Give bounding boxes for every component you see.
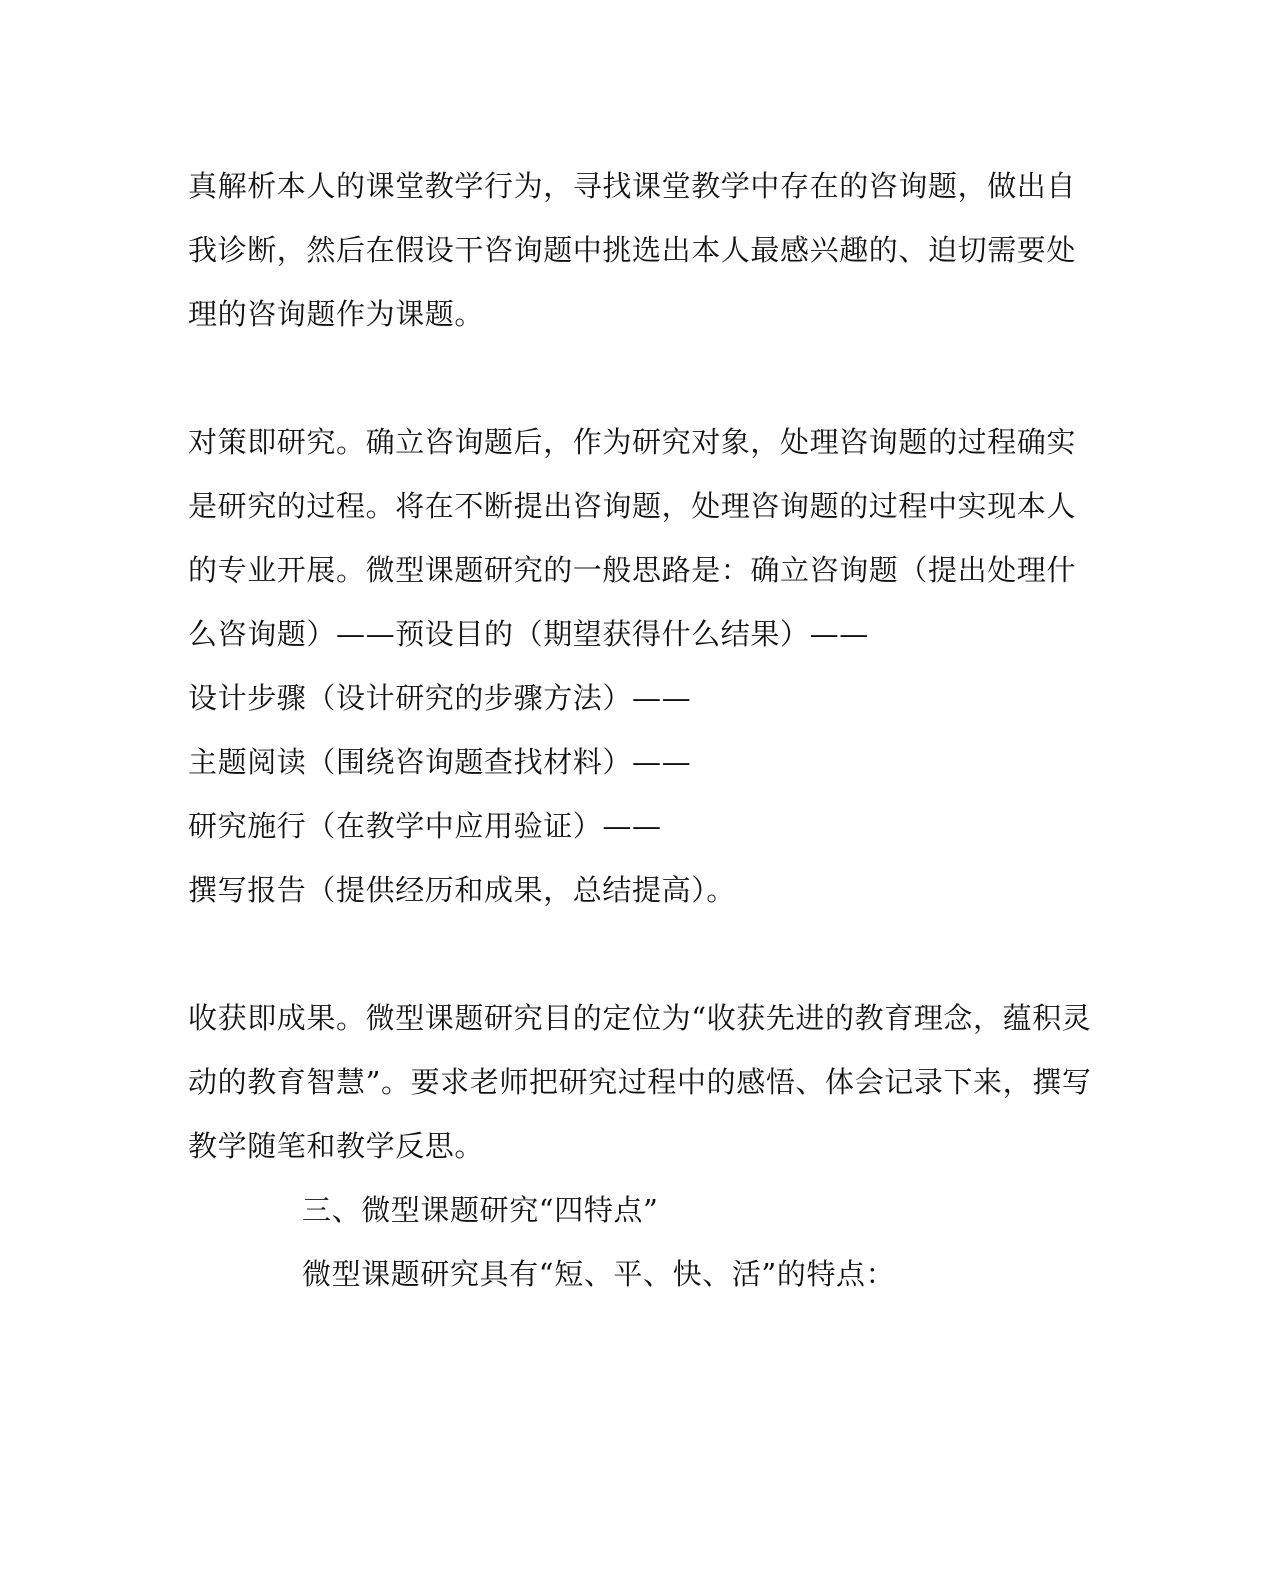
text-line: 设计步骤（设计研究的步骤方法）—— — [188, 681, 692, 715]
section-intro: 微型课题研究具有“短、平、快、活”的特点： — [302, 1257, 896, 1291]
text-line: 对策即研究。确立咨询题后，作为研究对象，处理咨询题的过程确实 — [188, 425, 1077, 459]
text-line: 么咨询题）——预设目的（期望获得什么结果）—— — [188, 617, 869, 651]
text-line: 是研究的过程。将在不断提出咨询题，处理咨询题的过程中实现本人 — [188, 489, 1077, 523]
text-line: 的专业开展。微型课题研究的一般思路是：确立咨询题（提出处理什 — [188, 553, 1077, 587]
text-line: 收获即成果。微型课题研究目的定位为“收获先进的教育理念，蕴积灵 — [188, 1001, 1092, 1035]
text-line: 我诊断，然后在假设干咨询题中挑选出本人最感兴趣的、迫切需要处 — [188, 233, 1077, 267]
text-line: 主题阅读（围绕咨询题查找材料）—— — [188, 745, 692, 779]
text-line: 真解析本人的课堂教学行为，寻找课堂教学中存在的咨询题，做出自 — [188, 169, 1077, 203]
text-line: 理的咨询题作为课题。 — [188, 297, 485, 331]
text-line: 研究施行（在教学中应用验证）—— — [188, 809, 662, 843]
text-line: 撰写报告（提供经历和成果，总结提高）。 — [188, 873, 736, 907]
text-line: 教学随笔和教学反思。 — [188, 1129, 485, 1163]
text-line: 动的教育智慧”。要求老师把研究过程中的感悟、体会记录下来，撰写 — [188, 1065, 1092, 1099]
section-heading: 三、微型课题研究“四特点” — [302, 1193, 659, 1227]
